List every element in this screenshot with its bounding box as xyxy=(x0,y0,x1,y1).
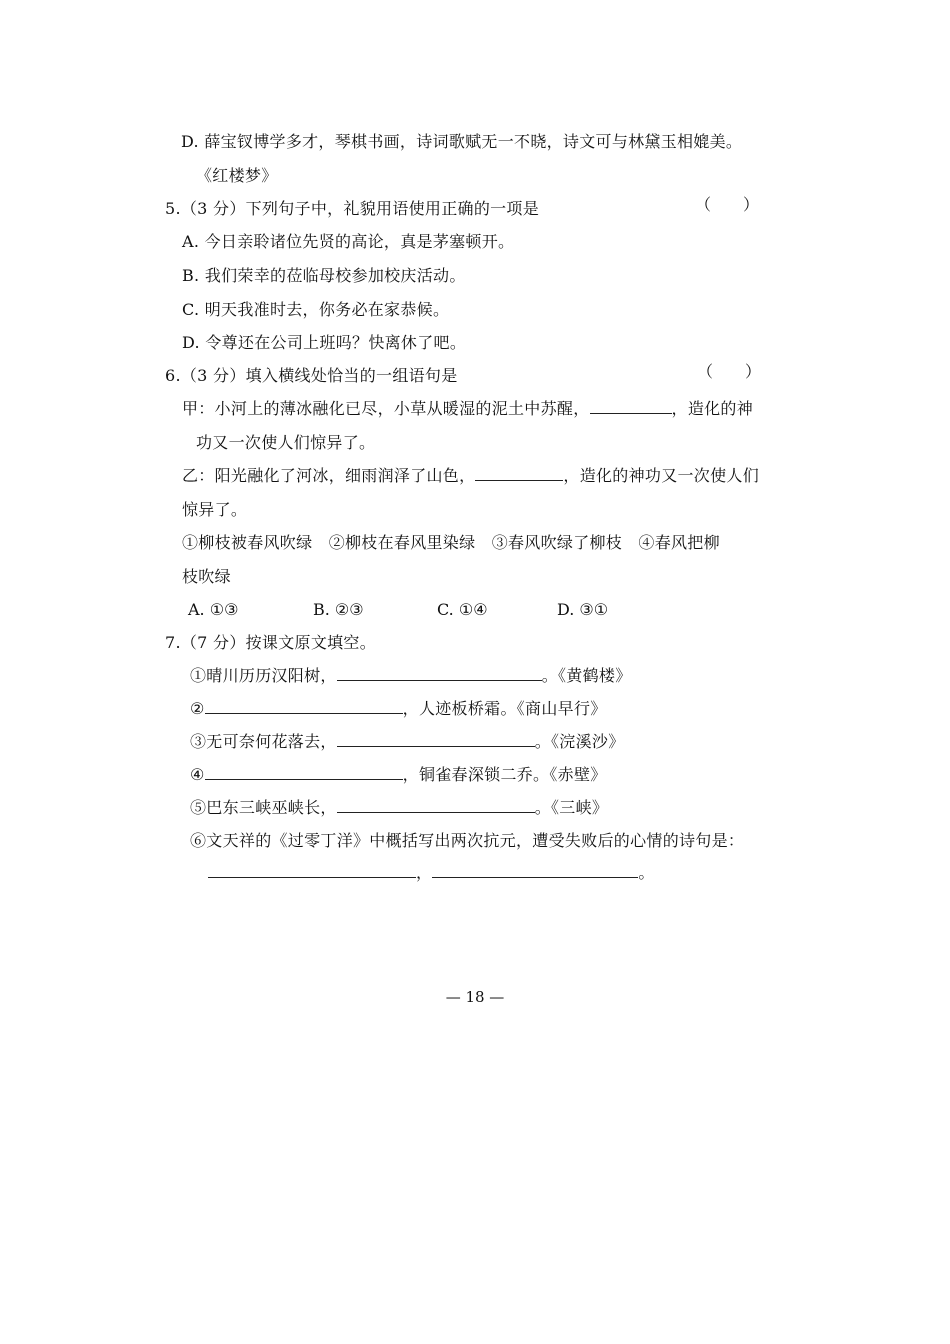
q6-yi-line xyxy=(182,465,759,487)
q6-yi-text-a: 乙：阳光融化了河冰，细雨润泽了山色， xyxy=(182,466,476,485)
q6-jia-cont: 功又一次使人们惊异了。 xyxy=(196,433,376,452)
q7-item-5-pre: ⑤巴东三峡巫峡长， xyxy=(190,798,337,817)
q6-yi-cont: 惊异了。 xyxy=(182,500,248,519)
q7-item-4-post: ，铜雀春深锁二乔。《赤壁》 xyxy=(402,765,607,784)
q7-item-3-post: 。《浣溪沙》 xyxy=(534,732,625,751)
q7-item-1-post: 。《黄鹤楼》 xyxy=(541,666,632,685)
q7-item-2-blank[interactable] xyxy=(205,699,403,714)
q7-item-6: ⑥文天祥的《过零丁洋》中概括写出两次抗元，遭受失败后的心情的诗句是： xyxy=(190,831,745,850)
q5-option-b: B. 我们荣幸的莅临母校参加校庆活动。 xyxy=(182,266,466,285)
q5-answer-paren: （ ） xyxy=(695,195,760,214)
q7-item-2-pre: ② xyxy=(190,699,205,718)
q7-item-1-pre: ①晴川历历汉阳树， xyxy=(190,666,337,685)
q7-item-6-answer-line xyxy=(208,862,655,884)
q4-option-d: D. 薛宝钗博学多才，琴棋书画，诗词歌赋无一不晓，诗文可与林黛玉相媲美。 xyxy=(181,132,743,151)
q6-choices-line2: 枝吹绿 xyxy=(182,567,231,586)
q7-item-1 xyxy=(190,665,632,687)
q7-stem: 7.（7 分）按课文原文填空。 xyxy=(165,633,377,652)
q5-option-a: A. 今日亲聆诸位先贤的高论，真是茅塞顿开。 xyxy=(182,232,515,251)
q7-item-3-blank[interactable] xyxy=(337,732,535,747)
q6-choices-line1: ①柳枝被春风吹绿 ②柳枝在春风里染绿 ③春风吹绿了柳枝 ④春风把柳 xyxy=(182,533,720,552)
q7-item-6-sep: ， xyxy=(416,863,433,882)
q7-item-1-blank[interactable] xyxy=(337,666,542,681)
q6-answer-paren: （ ） xyxy=(697,362,762,381)
q6-answer-a: A. ①③ xyxy=(188,600,239,619)
q7-item-4-pre: ④ xyxy=(190,765,205,784)
q6-stem: 6.（3 分）填入横线处恰当的一组语句是 xyxy=(165,366,458,385)
q7-item-3 xyxy=(190,731,625,753)
q7-item-5 xyxy=(190,797,608,819)
q7-item-4-blank[interactable] xyxy=(205,765,403,780)
q6-answer-d: D. ③① xyxy=(557,600,609,619)
q7-item-2-post: ，人迹板桥霜。《商山早行》 xyxy=(402,699,607,718)
q6-yi-blank[interactable] xyxy=(475,466,563,481)
q5-stem: 5.（3 分）下列句子中，礼貌用语使用正确的一项是 xyxy=(165,199,540,218)
q7-item-6-blank-1[interactable] xyxy=(208,863,416,878)
q7-item-6-blank-2[interactable] xyxy=(432,863,638,878)
q5-option-d: D. 令尊还在公司上班吗？快离休了吧。 xyxy=(182,333,467,352)
q7-item-6-end: 。 xyxy=(638,863,655,882)
q6-jia-text-a: 甲：小河上的薄冰融化已尽，小草从暖湿的泥土中苏醒， xyxy=(182,399,590,418)
q6-answer-b: B. ②③ xyxy=(313,600,364,619)
page-number: — 18 — xyxy=(445,988,505,1006)
q7-item-4 xyxy=(190,764,607,786)
q6-jia-line xyxy=(182,398,753,420)
q6-answer-c: C. ①④ xyxy=(437,600,488,619)
q6-jia-text-b: ，造化的神 xyxy=(671,399,754,418)
q7-item-3-pre: ③无可奈何花落去， xyxy=(190,732,337,751)
q5-option-c: C. 明天我准时去，你务必在家恭候。 xyxy=(182,300,450,319)
q7-item-5-post: 。《三峡》 xyxy=(534,798,609,817)
q6-yi-text-b: ，造化的神功又一次使人们 xyxy=(563,466,760,485)
q7-item-5-blank[interactable] xyxy=(337,798,535,813)
q7-item-2 xyxy=(190,698,607,720)
q4-option-d-source: 《红楼梦》 xyxy=(196,166,278,185)
q6-jia-blank[interactable] xyxy=(590,399,672,414)
